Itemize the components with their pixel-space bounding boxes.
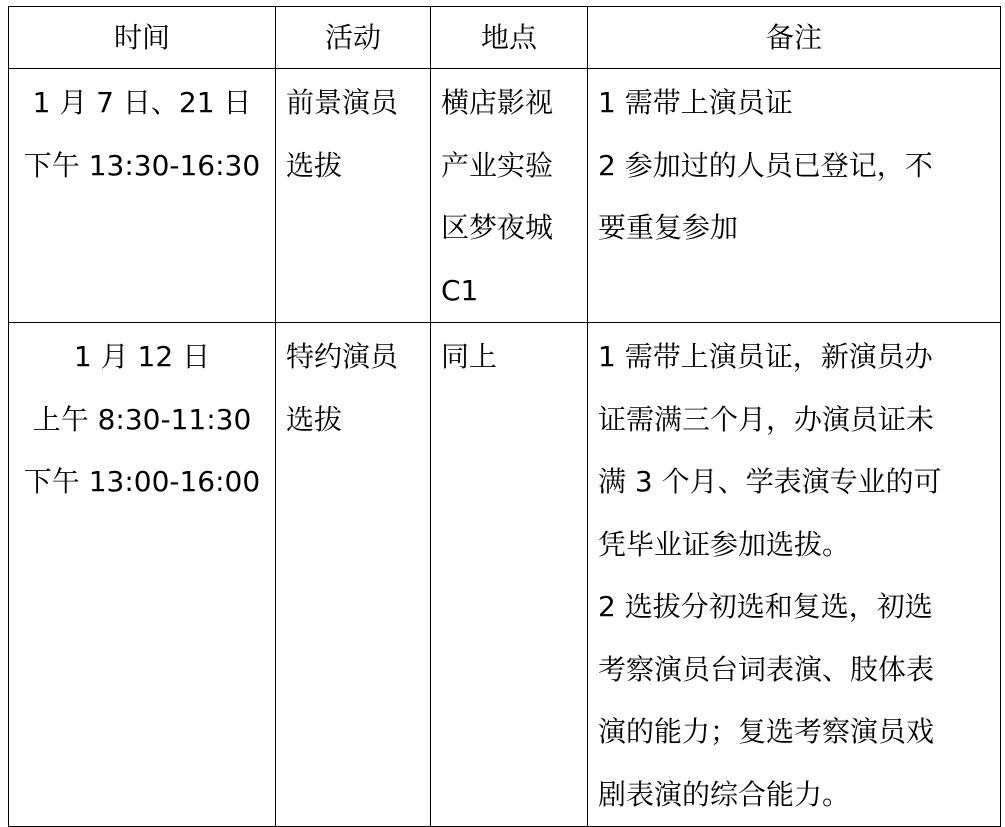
header-notes: 备注: [588, 7, 1001, 69]
activity-line: 特约演员: [286, 340, 399, 373]
location-cell: [431, 323, 588, 827]
header-time: 时间: [9, 7, 276, 69]
time-cell: [9, 323, 276, 827]
time-line: 下午 13:30-16:30: [23, 148, 261, 182]
note-line: 证需满三个月，办演员证未: [598, 402, 935, 436]
table-row: [9, 69, 1001, 323]
note-line: 剧表演的综合能力。: [598, 777, 851, 811]
table-row: [9, 323, 1001, 827]
note-line: 满 3 个月、学表演专业的可: [598, 465, 942, 498]
notes-cell: [588, 323, 1001, 827]
location-line: 横店影视: [441, 86, 554, 119]
time-line: 下午 13:00-16:00: [23, 465, 261, 498]
header-activity: 活动: [276, 7, 431, 69]
note-line: 2 参加过的人员已登记，不: [598, 148, 933, 182]
note-line: 凭毕业证参加选拔。: [598, 527, 851, 561]
note-line: 考察演员台词表演、肢体表: [598, 652, 935, 686]
location-line: C1: [441, 273, 479, 307]
location-line: 同上: [441, 340, 498, 373]
location-line: 产业实验: [441, 148, 554, 182]
activity-cell: [276, 323, 431, 827]
header-row: [9, 7, 1001, 69]
time-line: 1 月 12 日: [73, 340, 211, 373]
activity-line: 选拔: [286, 402, 343, 436]
note-line: 1 需带上演员证，新演员办: [598, 340, 933, 373]
note-line: 2 选拔分初选和复选，初选: [598, 590, 933, 623]
note-line: 要重复参加: [598, 211, 739, 244]
time-line: 1 月 7 日、21 日: [32, 86, 252, 119]
note-line: 1 需带上演员证: [598, 86, 793, 119]
notes-cell: [588, 69, 1001, 323]
activity-line: 前景演员: [286, 86, 399, 119]
time-cell: [9, 69, 276, 323]
activity-cell: [276, 69, 431, 323]
time-line: 上午 8:30-11:30: [32, 402, 252, 436]
header-location: 地点: [431, 7, 588, 69]
location-line: 区梦夜城: [441, 211, 554, 244]
note-line: 演的能力；复选考察演员戏: [598, 715, 935, 748]
activity-line: 选拔: [286, 148, 343, 182]
schedule-table: [8, 6, 1001, 827]
location-cell: [431, 69, 588, 323]
